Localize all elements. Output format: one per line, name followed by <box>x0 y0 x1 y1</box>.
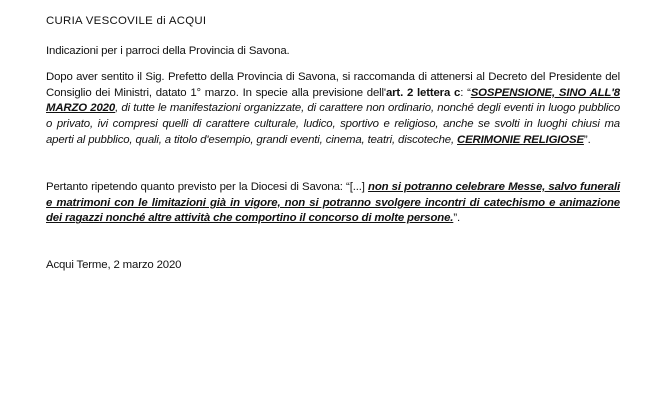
paragraph-decree-lead: Dopo aver sentito il Sig. Prefetto della Provincia di Savona, si raccomanda di attenersi al Decreto del Presidente del Consiglio dei Ministri, datato 1° marzo. In specie alla previsione dell' <box>46 71 620 99</box>
document-heading: CURIA VESCOVILE di ACQUI <box>46 15 207 27</box>
paragraph-savona-diocese <box>46 180 620 227</box>
intro-line: Indicazioni per i parroci della Provincia di Savona. <box>46 44 290 57</box>
place-and-date: Acqui Terme, 2 marzo 2020 <box>46 258 182 271</box>
article-reference: art. 2 lettera c <box>385 86 461 99</box>
quote-close: ”. <box>583 133 591 146</box>
religious-ceremonies-notice: CERIMONIE RELIGIOSE <box>457 133 584 146</box>
paragraph-decree <box>46 70 620 148</box>
savona-quote: non si potranno celebrare Messe, salvo funerali e matrimoni con le limitazioni già in vigore, non si potranno svolgere incontri di catechismo e animazione dei ragazzi nonché altre attività che comportino il concorso di molte persone. <box>46 181 620 225</box>
decree-quote-body: , di tutte le manifestazioni organizzate, di carattere non ordinario, nonché degli eventi in luogo pubblico o privato, ivi compresi quelli di carattere culturale, ludico, sportivo e religioso, anche se svolti in luoghi chiusi ma aperti al pubblico, quali, a titolo d'esempio, grandi eventi, cinema, teatri, discoteche, <box>46 102 621 146</box>
paragraph-savona-lead: Pertanto ripetendo quanto previsto per la Diocesi di Savona: “[...] <box>46 181 369 194</box>
suspension-notice: SOSPENSIONE, SINO ALL'8 MARZO 2020 <box>46 86 620 115</box>
quote-open: : “ <box>460 86 471 99</box>
document-page <box>46 14 620 274</box>
savona-quote-close: ”. <box>453 212 460 225</box>
